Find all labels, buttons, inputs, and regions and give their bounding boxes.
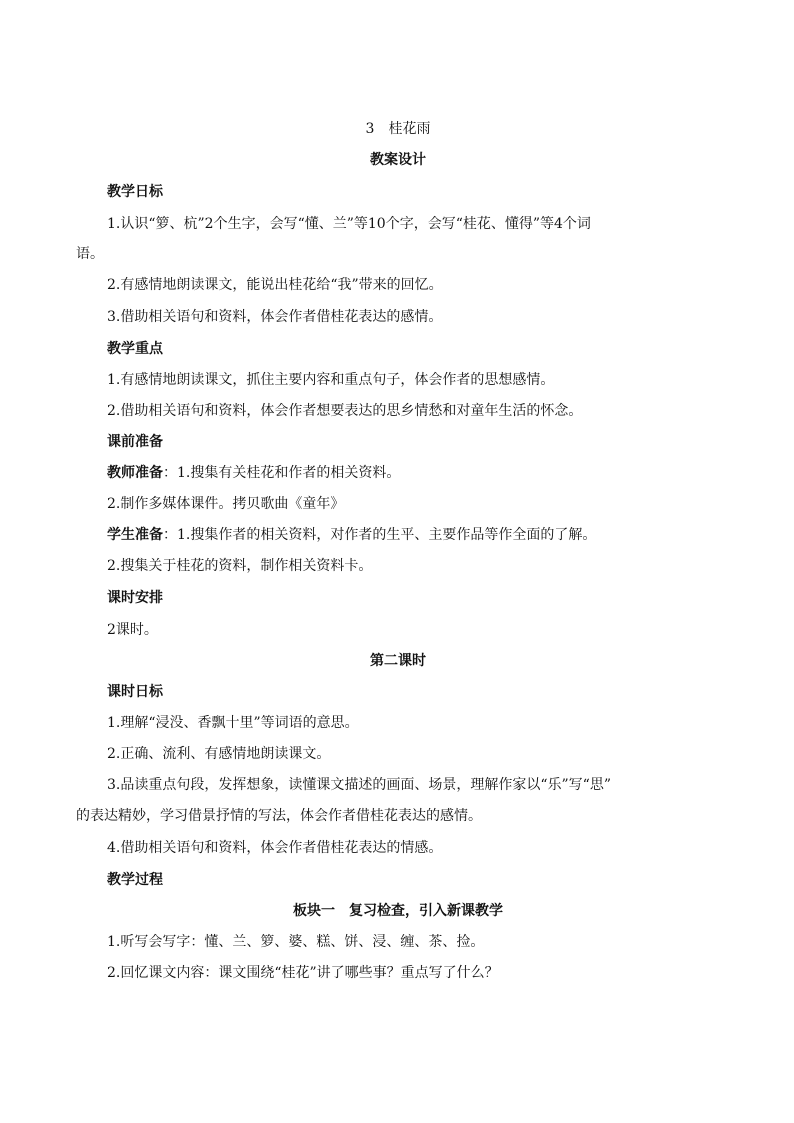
schedule-text: 2课时。: [107, 622, 158, 638]
lesson-title: 3 桂花雨: [365, 121, 431, 137]
block1-heading: 板块一 复习检查，引入新课教学: [293, 903, 503, 919]
teacher-prep-label: 教师准备: [107, 465, 163, 481]
objectives-heading: 教学日标: [107, 184, 163, 200]
teacher-prep-text: ：1.搜集有关桂花和作者的相关资料。: [163, 465, 401, 481]
objective-item-continuation: 语。: [76, 246, 104, 262]
block1-item: 2.回忆课文内容：课文围绕“桂花”讲了哪些事？重点写了什么？: [107, 965, 499, 981]
objective-item: 3.借助相关语句和资料，体会作者借桂花表达的感情。: [107, 309, 443, 325]
schedule-heading: 课时安排: [107, 590, 163, 606]
key-points-heading: 教学重点: [107, 341, 163, 357]
lesson-objective-item: 4.借助相关语句和资料，体会作者借桂花表达的情感。: [107, 840, 443, 856]
teacher-prep-item: 2.制作多媒体课件。拷贝歌曲《童年》: [107, 496, 345, 512]
process-heading: 教学过程: [107, 872, 163, 888]
objective-item: 2.有感情地朗读课文，能说出桂花给“我”带来的回忆。: [107, 277, 443, 293]
lesson-objective-item-continuation: 的表达精妙，学习借景抒情的写法，体会作者借桂花表达的感情。: [76, 808, 482, 824]
student-prep-label: 学生准备: [107, 527, 163, 543]
lesson-objective-item: 2.正确、流利、有感情地朗读课文。: [107, 746, 331, 762]
student-prep-item: 2.搜集关于桂花的资料，制作相关资料卡。: [107, 558, 373, 574]
objective-item: 1.认识“箩、杭”2个生字，会写“懂、兰”等10个字，会写“桂花、懂得”等4个词: [107, 216, 591, 232]
lesson-objective-item: 3.品读重点句段，发挥想象，读懂课文描述的画面、场景，理解作家以“乐”写“思”: [107, 777, 611, 793]
lesson-objective-item: 1.理解“浸没、香飘十里”等词语的意思。: [107, 715, 359, 731]
block1-item: 1.听写会写字：懂、兰、箩、婆、糕、饼、浸、缠、茶、捡。: [107, 934, 485, 950]
prep-heading: 课前准备: [107, 434, 163, 450]
student-prep-line: [107, 525, 720, 545]
key-point-item: 1.有感情地朗读课文，抓住主要内容和重点句子，体会作者的思想感情。: [107, 372, 555, 388]
student-prep-text: ：1.搜集作者的相关资料，对作者的生平、主要作品等作全面的了解。: [163, 527, 597, 543]
lesson2-heading: 第二课时: [370, 653, 426, 669]
key-point-item: 2.借助相关语句和资料，体会作者想要表达的思乡情愁和对童年生活的怀念。: [107, 403, 583, 419]
lesson-objectives-heading: 课时日标: [107, 684, 163, 700]
teacher-prep-line: [107, 463, 720, 483]
design-subtitle: 教案设计: [370, 152, 426, 168]
